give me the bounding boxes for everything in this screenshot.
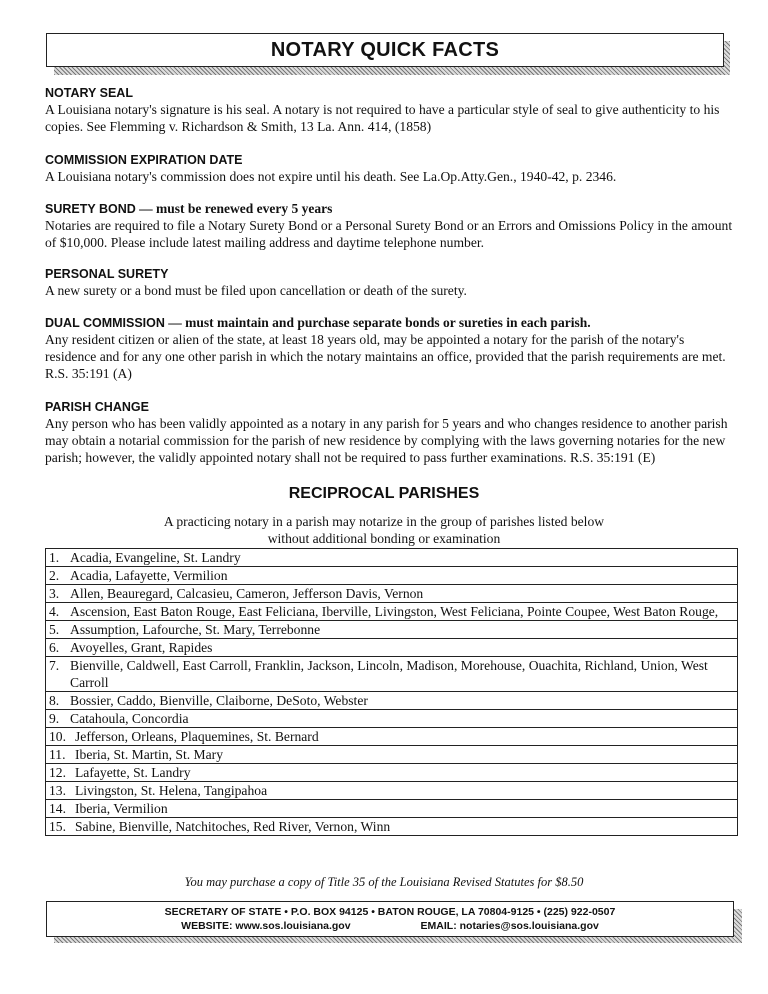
table-row: [46, 639, 738, 657]
section-body: A Louisiana notary's signature is his seal. A notary is not required to have a particular style of seal to give authenticity to his copies. See Flemming v. Richardson & Smith, 13 La. Ann. 414, (1858): [45, 102, 720, 134]
section-body: A Louisiana notary's commission does not expire until his death. See La.Op.Atty.Gen., 1940-42, p. 2346.: [45, 169, 617, 184]
parish-group: Iberia, Vermilion: [75, 801, 168, 816]
row-number: 14.: [49, 801, 66, 816]
table-row: [46, 800, 738, 818]
table-row: [46, 549, 738, 567]
row-number: 15.: [49, 819, 66, 834]
table-row: [46, 710, 738, 728]
section-surety-bond: [45, 201, 735, 251]
reciprocal-parishes-table: [45, 548, 738, 836]
section-heading-note: — must be renewed every 5 years: [135, 201, 333, 216]
table-row: [46, 764, 738, 782]
parish-group: Acadia, Evangeline, St. Landry: [70, 550, 241, 565]
section-parish-change: [45, 399, 735, 466]
website-link[interactable]: WEBSITE: www.sos.louisiana.gov: [181, 920, 351, 932]
row-number: 1.: [49, 550, 60, 565]
row-number: 9.: [49, 711, 60, 726]
section-heading: NOTARY SEAL: [45, 86, 133, 100]
parish-group: Bossier, Caddo, Bienville, Claiborne, DeSoto, Webster: [70, 693, 368, 708]
section-heading: DUAL COMMISSION: [45, 316, 165, 330]
parish-group: Sabine, Bienville, Natchitoches, Red River, Vernon, Winn: [75, 819, 391, 834]
parish-group: Avoyelles, Grant, Rapides: [70, 640, 213, 655]
row-number: 13.: [49, 783, 66, 798]
table-row: [46, 585, 738, 603]
parish-group: Ascension, East Baton Rouge, East Feliciana, Iberville, Livingston, West Feliciana, Pointe Coupee, West Baton Rouge,: [70, 604, 719, 619]
contact-footer: [46, 901, 734, 937]
parish-group: Allen, Beauregard, Calcasieu, Cameron, Jefferson Davis, Vernon: [70, 586, 424, 601]
contact-address-line: SECRETARY OF STATE • P.O. BOX 94125 • BATON ROUGE, LA 70804-9125 • (225) 922-0507: [164, 906, 616, 918]
table-row: [46, 782, 738, 800]
footnote: You may purchase a copy of Title 35 of the Louisiana Revised Statutes for $8.50: [184, 875, 584, 889]
table-row: [46, 657, 738, 692]
email-link[interactable]: EMAIL: notaries@sos.louisiana.gov: [420, 920, 599, 932]
row-number: 8.: [49, 693, 60, 708]
reciprocal-parishes-title: RECIPROCAL PARISHES: [288, 485, 480, 502]
section-commission-expiration: [45, 152, 735, 185]
parish-group: Jefferson, Orleans, Plaquemines, St. Bernard: [75, 729, 319, 744]
row-number: 6.: [49, 640, 60, 655]
table-row: [46, 567, 738, 585]
row-number: 3.: [49, 586, 60, 601]
row-number: 10.: [49, 729, 66, 744]
section-heading: SURETY BOND: [45, 202, 136, 216]
reciprocal-parishes-subtitle: A practicing notary in a parish may notarize in the group of parishes listed below without additional bonding or examination: [163, 514, 605, 546]
table-row: [46, 692, 738, 710]
row-number: 2.: [49, 568, 60, 583]
row-number: 12.: [49, 765, 66, 780]
section-heading-note: — must maintain and purchase separate bonds or sureties in each parish.: [164, 315, 591, 330]
page-title: NOTARY QUICK FACTS: [46, 33, 724, 67]
section-body: Any person who has been validly appointed as a notary in any parish for 5 years and who changes residence to another parish may obtain a notarial commission for the parish of new residence by complying with the laws governing notaries for the new parish; however, the validly appointed notary shall not be required to pass further examinations. R.S. 35:191 (E): [45, 416, 728, 465]
row-number: 7.: [49, 658, 60, 673]
section-body: Any resident citizen or alien of the state, at least 18 years old, may be appointed a notary for the parish of the notary's residence and for any one other parish in which the notary maintains an office, provided that the parish requirements are met. R.S. 35:191 (A): [45, 332, 726, 381]
table-row: [46, 818, 738, 836]
table-row: [46, 746, 738, 764]
section-body: Notaries are required to file a Notary Surety Bond or a Personal Surety Bond or an Errors and Omissions Policy in the amount of $10,000. Please include latest mailing address and daytime telephone number.: [45, 218, 733, 250]
parish-group: Assumption, Lafourche, St. Mary, Terrebonne: [70, 622, 321, 637]
parish-group: Catahoula, Concordia: [70, 711, 189, 726]
section-heading: PARISH CHANGE: [45, 400, 149, 414]
parish-group: Acadia, Lafayette, Vermilion: [70, 568, 228, 583]
row-number: 5.: [49, 622, 60, 637]
table-row: [46, 728, 738, 746]
section-personal-surety: [45, 266, 735, 299]
parish-group: Lafayette, St. Landry: [75, 765, 191, 780]
table-row: [46, 603, 738, 621]
section-notary-seal: [45, 85, 735, 135]
table-row: [46, 621, 738, 639]
row-number: 11.: [49, 747, 66, 762]
parish-group: Livingston, St. Helena, Tangipahoa: [75, 783, 268, 798]
section-dual-commission: [45, 315, 735, 382]
parish-group: Iberia, St. Martin, St. Mary: [75, 747, 223, 762]
section-heading: COMMISSION EXPIRATION DATE: [45, 153, 243, 167]
section-body: A new surety or a bond must be filed upon cancellation or death of the surety.: [45, 283, 467, 298]
parish-group: Bienville, Caldwell, East Carroll, Franklin, Jackson, Lincoln, Madison, Morehouse, Ouachita, Richland, Union, West Carroll: [70, 658, 708, 690]
section-heading: PERSONAL SURETY: [45, 267, 169, 281]
row-number: 4.: [49, 604, 60, 619]
